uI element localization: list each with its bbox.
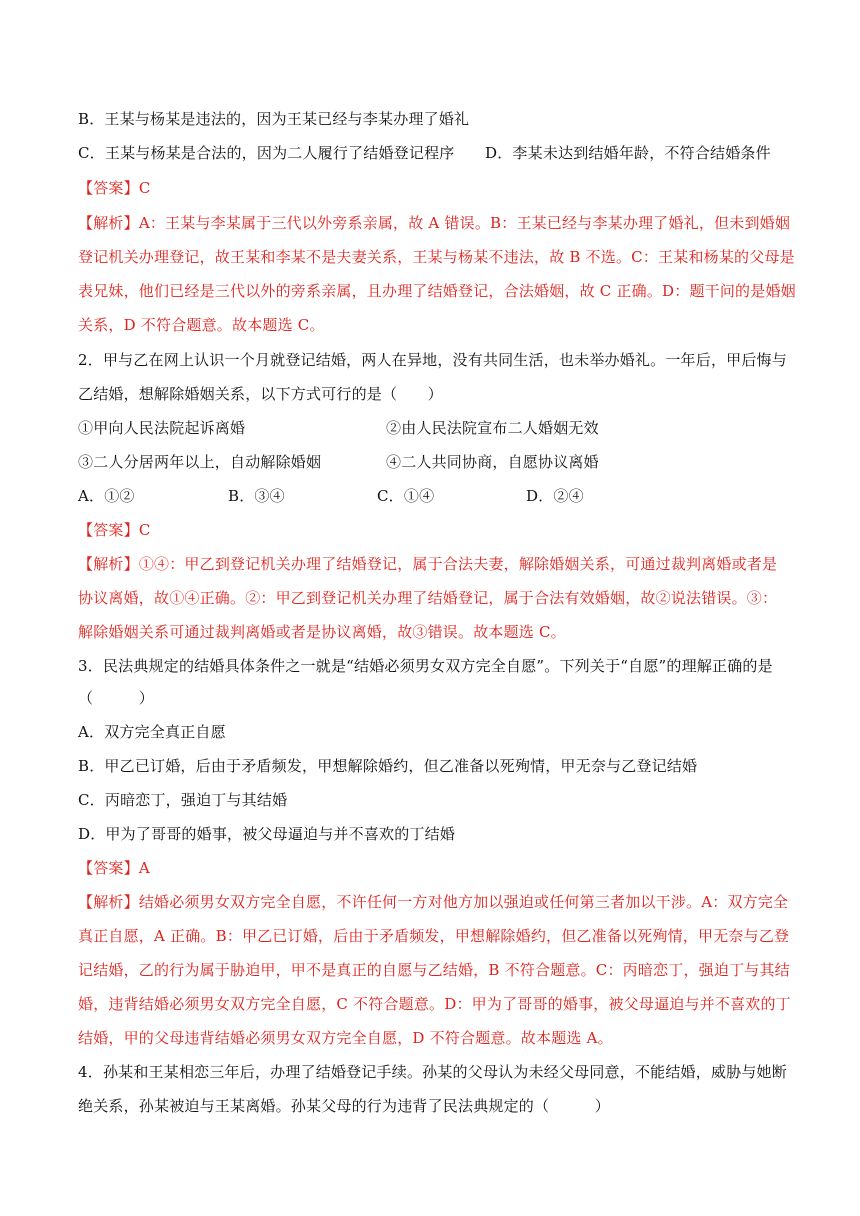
- q2-stem-line: 乙结婚，想解除婚姻关系，以下方式可行的是（ ）: [78, 385, 443, 403]
- q3-option: C．丙暗恋丁，强迫丁与其结婚: [78, 791, 288, 809]
- q2-analysis-line: 【解析】①④：甲乙到登记机关办理了结婚登记，属于合法夫妻，解除婚姻关系，可通过裁判离婚或者是: [78, 555, 778, 573]
- q3-answer: [78, 858, 150, 878]
- answer-tag: 【答案】: [78, 521, 139, 539]
- q1-option-c: C．王某与杨某是合法的，因为二人履行了结婚登记程序: [78, 144, 455, 162]
- answer-tag: 【答案】: [78, 179, 139, 197]
- analysis-tag: 【解析】: [78, 214, 139, 232]
- q2-option: D．②④: [526, 487, 584, 505]
- q1-analysis-line: 登记机关办理登记，故王某和李某不是夫妻关系，王某与杨某不违法，故 B 不选。C：王某和杨某的父母是: [78, 248, 795, 266]
- q3-analysis-line: 【解析】结婚必须男女双方完全自愿，不许任何一方对他方加以强迫或任何第三者加以干涉。A：双方完全: [78, 893, 789, 911]
- q2-answer: [78, 520, 151, 540]
- q1-option-d: D．李某未达到结婚年龄，不符合结婚条件: [485, 144, 771, 162]
- q2-statement: ④二人共同协商，自愿协议离婚: [386, 453, 599, 471]
- q3-analysis-line: 结婚，甲的父母违背结婚必须男女双方完全自愿，D 不符合题意。故本题选 A。: [78, 1029, 613, 1047]
- q2-stem-line: 2．甲与乙在网上认识一个月就登记结婚，两人在异地，没有共同生活，也未举办婚礼。一年后，甲后悔与: [78, 351, 787, 369]
- q3-option: B．甲乙已订婚，后由于矛盾频发，甲想解除婚约，但乙准备以死殉情，甲无奈与乙登记结婚: [78, 757, 698, 775]
- q3-analysis-line: 记结婚，乙的行为属于胁迫甲，甲不是真正的自愿与乙结婚，B 不符合题意。C：丙暗恋丁，强迫丁与其结: [78, 961, 790, 979]
- q2-option: C．①④: [377, 487, 435, 505]
- answer-value: A: [138, 859, 150, 877]
- q2-statement: ①甲向人民法院起诉离婚: [78, 419, 246, 437]
- q2-option: B．③④: [228, 487, 285, 505]
- answer-tag: 【答案】: [78, 859, 139, 877]
- q2-analysis-line: 解除婚姻关系可通过裁判离婚或者是协议离婚，故③错误。故本题选 C。: [78, 623, 566, 641]
- q1-option-b: B．王某与杨某是违法的，因为王某已经与李某办理了婚礼: [78, 110, 470, 128]
- q3-analysis-line: 婚，违背结婚必须男女双方完全自愿，C 不符合题意。D：甲为了哥哥的婚事，被父母逼迫与并不喜欢的丁: [78, 995, 791, 1013]
- q4-stem-line: 绝关系，孙某被迫与王某离婚。孙某父母的行为违背了民法典规定的（ ）: [78, 1097, 611, 1115]
- q4-stem-line: 4．孙某和王某相恋三年后，办理了结婚登记手续。孙某的父母认为未经父母同意，不能结婚，威胁与她断: [78, 1063, 787, 1081]
- q1-analysis-line: 【解析】A：王某与李某属于三代以外旁系亲属，故 A 错误。B：王某已经与李某办理了婚礼，但未到婚姻: [78, 214, 791, 232]
- q2-statement: ③二人分居两年以上，自动解除婚姻: [78, 453, 322, 471]
- q2-statement: ②由人民法院宣布二人婚姻无效: [386, 419, 599, 437]
- answer-value: C: [138, 521, 151, 539]
- q3-option: A．双方完全真正自愿: [78, 723, 226, 741]
- analysis-tag: 【解析】: [78, 893, 139, 911]
- q3-option: D．甲为了哥哥的婚事，被父母逼迫与并不喜欢的丁结婚: [78, 825, 456, 843]
- q2-option: A．①②: [78, 487, 135, 505]
- q3-stem-line: （ ）: [78, 689, 155, 707]
- q1-answer: [78, 178, 151, 198]
- answer-value: C: [138, 179, 151, 197]
- analysis-tag: 【解析】: [78, 555, 139, 573]
- q1-analysis-line: 关系，D 不符合题意。故本题选 C。: [78, 316, 325, 334]
- q2-analysis-line: 协议离婚，故①④正确。②：甲乙到登记机关办理了结婚登记，属于合法有效婚姻，故②说法错误。③：: [78, 589, 778, 607]
- q3-analysis-line: 真正自愿，A 正确。B：甲乙已订婚，后由于矛盾频发，甲想解除婚约，但乙准备以死殉情，甲无奈与乙登: [78, 927, 790, 945]
- q1-analysis-line: 表兄妹，他们已经是三代以外的旁系亲属，且办理了结婚登记，合法婚姻，故 C 正确。D：题干问的是婚姻: [78, 282, 796, 300]
- q3-stem-line: 3．民法典规定的结婚具体条件之一就是“结婚必须男女双方完全自愿”。下列关于“自愿”的理解正确的是: [78, 657, 773, 675]
